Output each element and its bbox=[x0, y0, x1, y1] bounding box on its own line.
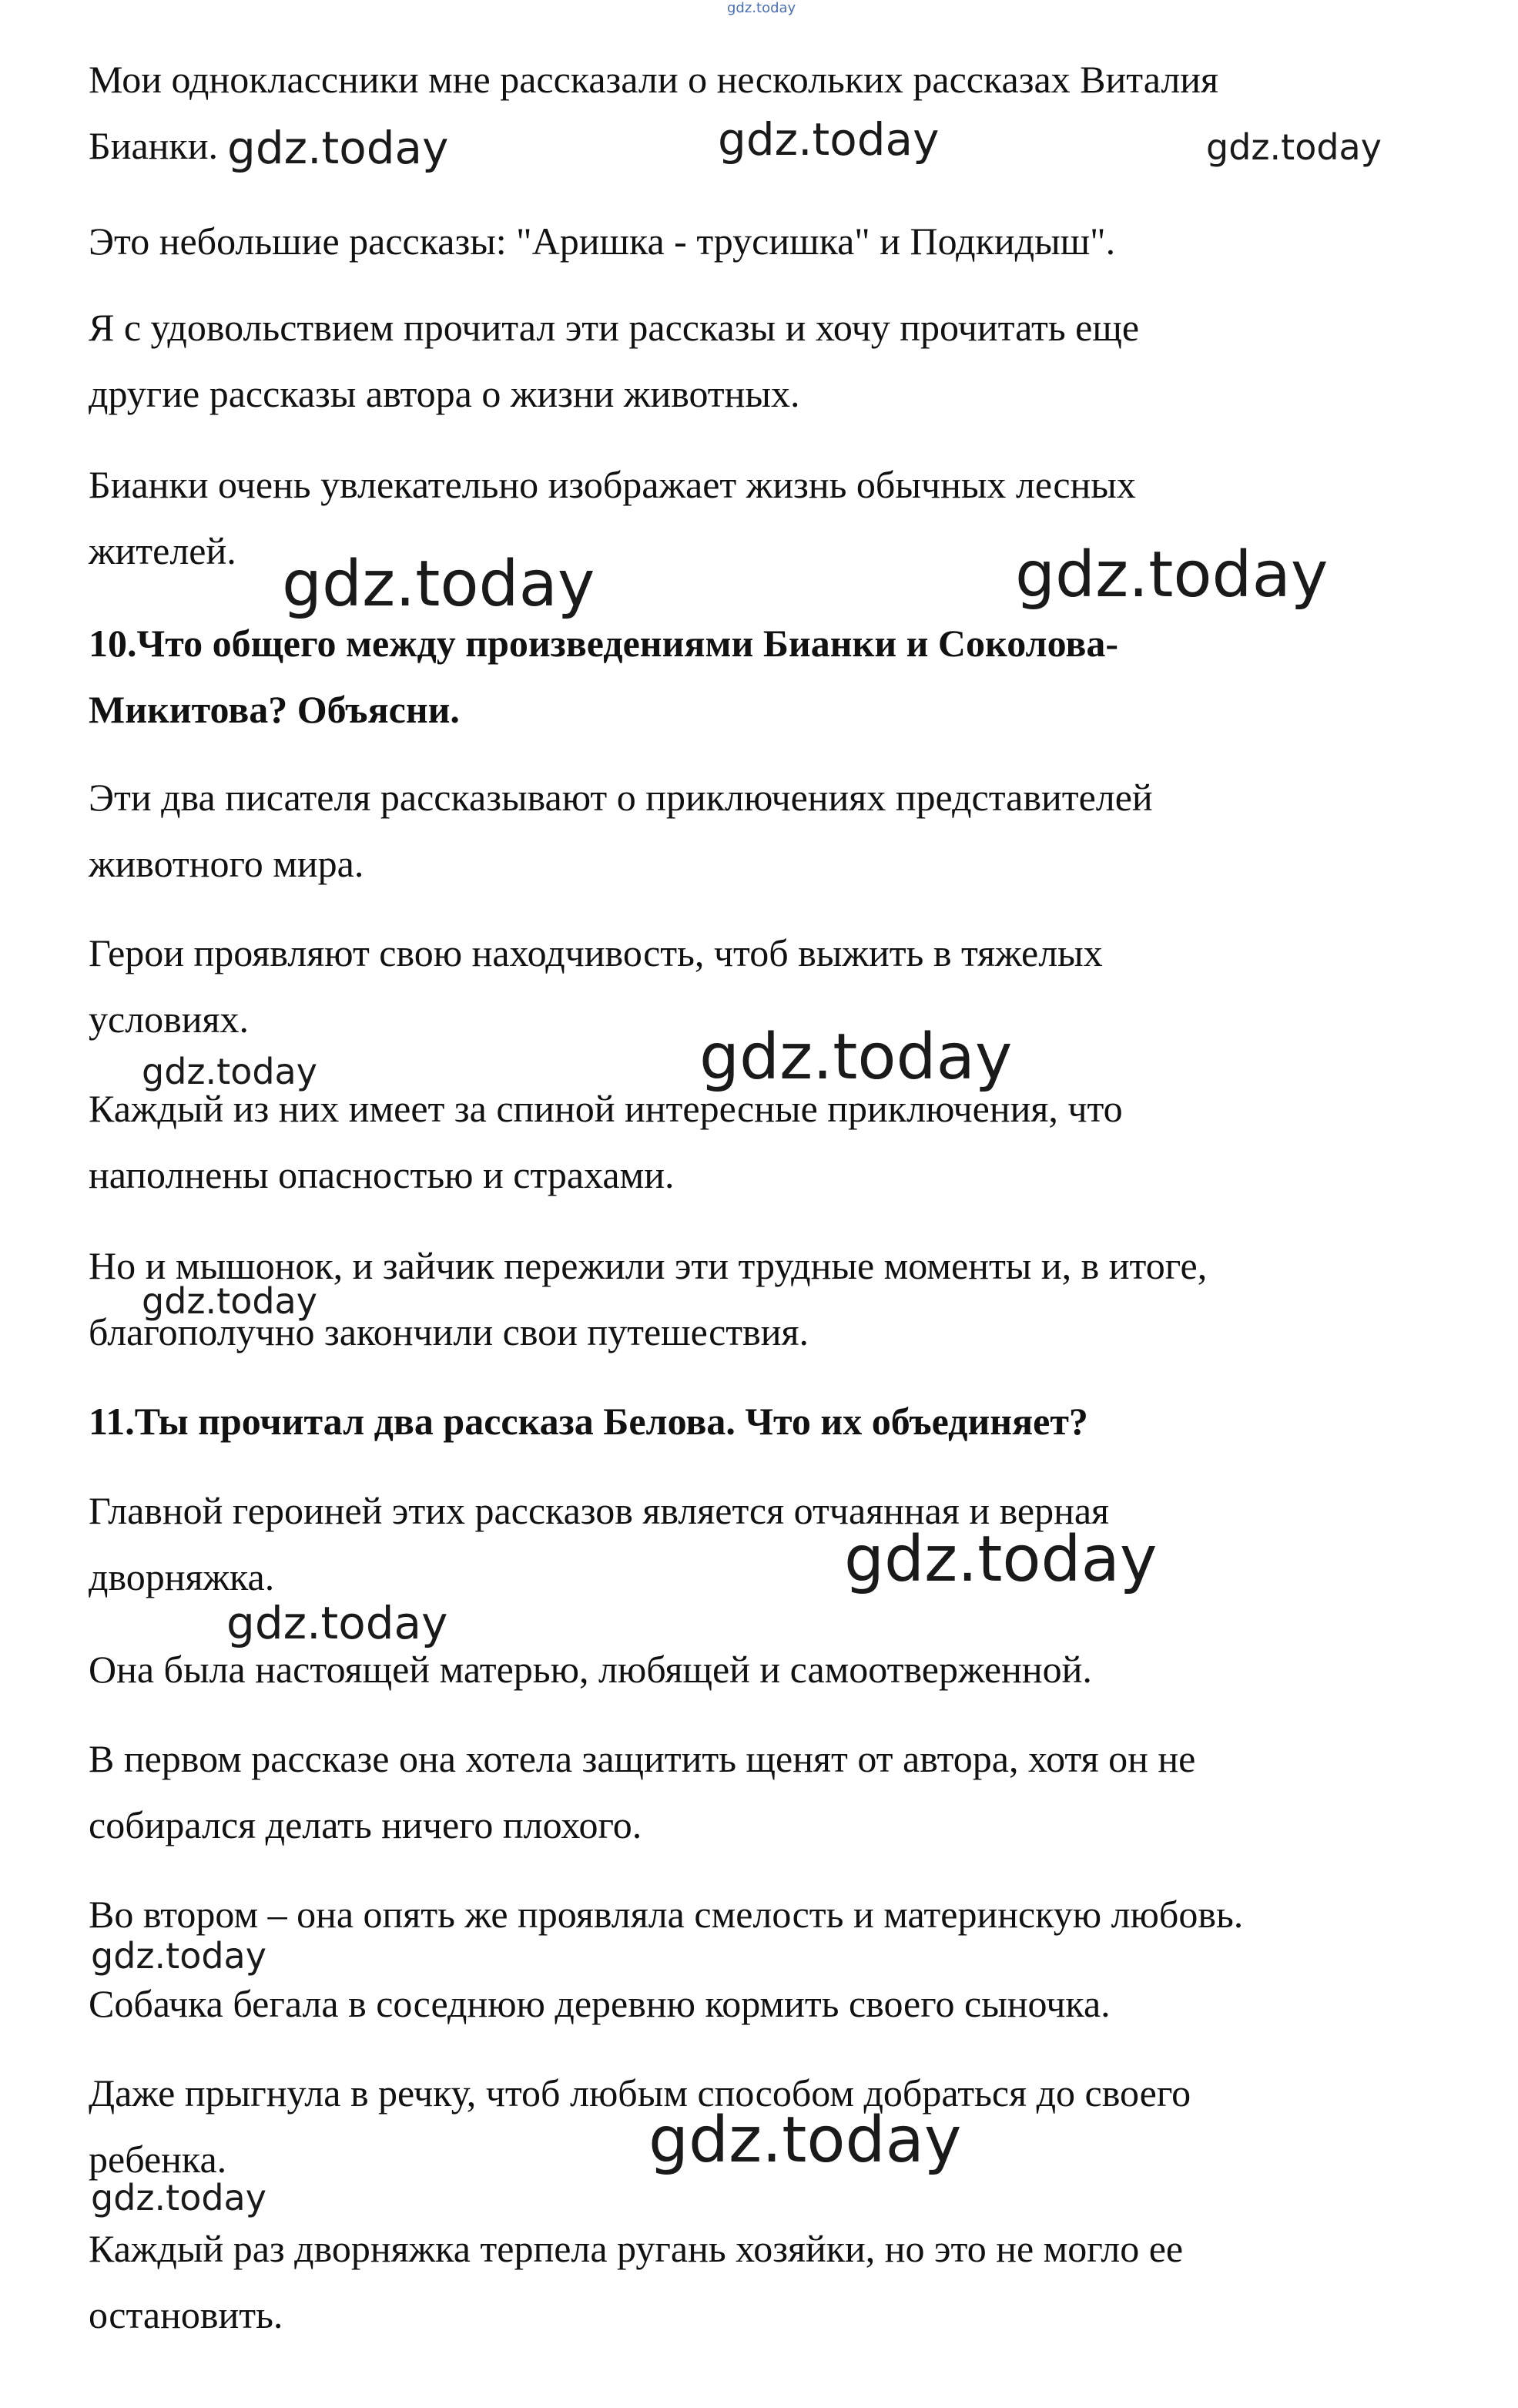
question-10 bbox=[89, 610, 1459, 743]
text-line: другие рассказы автора о жизни животных. bbox=[89, 372, 800, 415]
paragraph-first-story bbox=[89, 1726, 1459, 1858]
paragraph-heroine bbox=[89, 1477, 1459, 1610]
text-line: собирался делать ничего плохого. bbox=[89, 1803, 642, 1846]
paragraph-writers bbox=[89, 764, 1459, 897]
watermark: gdz.today bbox=[648, 2104, 962, 2177]
watermark: gdz.today bbox=[226, 1597, 448, 1649]
text-line: Это небольшие рассказы: "Аришка - трусишка" и Подкидыш". bbox=[89, 220, 1116, 263]
paragraph-river bbox=[89, 2060, 1459, 2192]
text-line: жителей. bbox=[89, 529, 236, 572]
watermark: gdz.today bbox=[142, 1051, 317, 1092]
text-line: Бианки. bbox=[89, 124, 218, 167]
watermark: gdz.today bbox=[91, 2177, 266, 2219]
paragraph-heroes bbox=[89, 920, 1459, 1052]
watermark: gdz.today bbox=[142, 1280, 317, 1322]
paragraph-stories bbox=[89, 208, 1459, 274]
paragraph-mother bbox=[89, 1636, 1459, 1702]
watermark: gdz.today bbox=[1015, 538, 1329, 612]
watermark-top: gdz.today bbox=[727, 0, 796, 16]
text-line: Во втором – она опять же проявляла смелость и материнскую любовь. bbox=[89, 1893, 1244, 1936]
watermark: gdz.today bbox=[227, 122, 449, 174]
text-line: Но и мышонок, и зайчик пережили эти трудные моменты и, в итоге, bbox=[89, 1244, 1208, 1287]
text-line: Она была настоящей матерью, любящей и самоотверженной. bbox=[89, 1648, 1092, 1691]
paragraph-pleasure bbox=[89, 294, 1459, 427]
text-line: Каждый из них имеет за спиной интересные приключения, что bbox=[89, 1087, 1123, 1130]
text-line: дворняжка. bbox=[89, 1555, 275, 1598]
text-line: Бианки очень увлекательно изображает жизнь обычных лесных bbox=[89, 463, 1136, 506]
question-11 bbox=[89, 1388, 1459, 1454]
text-line: остановить. bbox=[89, 2293, 283, 2336]
watermark: gdz.today bbox=[91, 1935, 266, 1977]
paragraph-classmates bbox=[89, 46, 1459, 179]
watermark: gdz.today bbox=[1206, 126, 1382, 168]
text-line: В первом рассказе она хотела защитить щенят от автора, хотя он не bbox=[89, 1737, 1196, 1780]
text-line: благополучно закончили свои путешествия. bbox=[89, 1310, 809, 1353]
text-line: Главной героиней этих рассказов является отчаянная и верная bbox=[89, 1489, 1110, 1532]
text-line: животного мира. bbox=[89, 842, 364, 885]
paragraph-second-story bbox=[89, 1881, 1459, 1947]
question-line: 10.Что общего между произведениями Бианки и Соколова- bbox=[89, 622, 1118, 665]
text-line: ребенка. bbox=[89, 2138, 227, 2181]
watermark: gdz.today bbox=[699, 1021, 1013, 1094]
paragraph-scolding bbox=[89, 2215, 1459, 2348]
watermark: gdz.today bbox=[282, 548, 595, 621]
text-line: условиях. bbox=[89, 998, 250, 1041]
paragraph-feeding bbox=[89, 1970, 1459, 2037]
watermark: gdz.today bbox=[844, 1523, 1158, 1596]
text-line: Каждый раз дворняжка терпела ругань хозяйки, но это не могло ее bbox=[89, 2227, 1184, 2270]
paragraph-adventures bbox=[89, 1075, 1459, 1208]
text-line: Эти два писателя рассказывают о приключениях представителей bbox=[89, 776, 1153, 819]
question-line: 11.Ты прочитал два рассказа Белова. Что их объединяет? bbox=[89, 1400, 1088, 1443]
watermark: gdz.today bbox=[718, 113, 940, 166]
text-line: Даже прыгнула в речку, чтоб любым способом добраться до своего bbox=[89, 2071, 1191, 2115]
text-line: Собачка бегала в соседнюю деревню кормить своего сыночка. bbox=[89, 1982, 1111, 2025]
question-line: Микитова? Объясни. bbox=[89, 688, 460, 731]
paragraph-mouse-rabbit bbox=[89, 1233, 1459, 1365]
text-line: Я с удовольствием прочитал эти рассказы и хочу прочитать еще bbox=[89, 306, 1140, 349]
text-line: Мои одноклассники мне рассказали о нескольких рассказах Виталия bbox=[89, 58, 1219, 101]
text-line: Герои проявляют свою находчивость, чтоб выжить в тяжелых bbox=[89, 931, 1103, 974]
paragraph-bianki bbox=[89, 451, 1459, 584]
text-line: наполнены опасностью и страхами. bbox=[89, 1153, 675, 1196]
